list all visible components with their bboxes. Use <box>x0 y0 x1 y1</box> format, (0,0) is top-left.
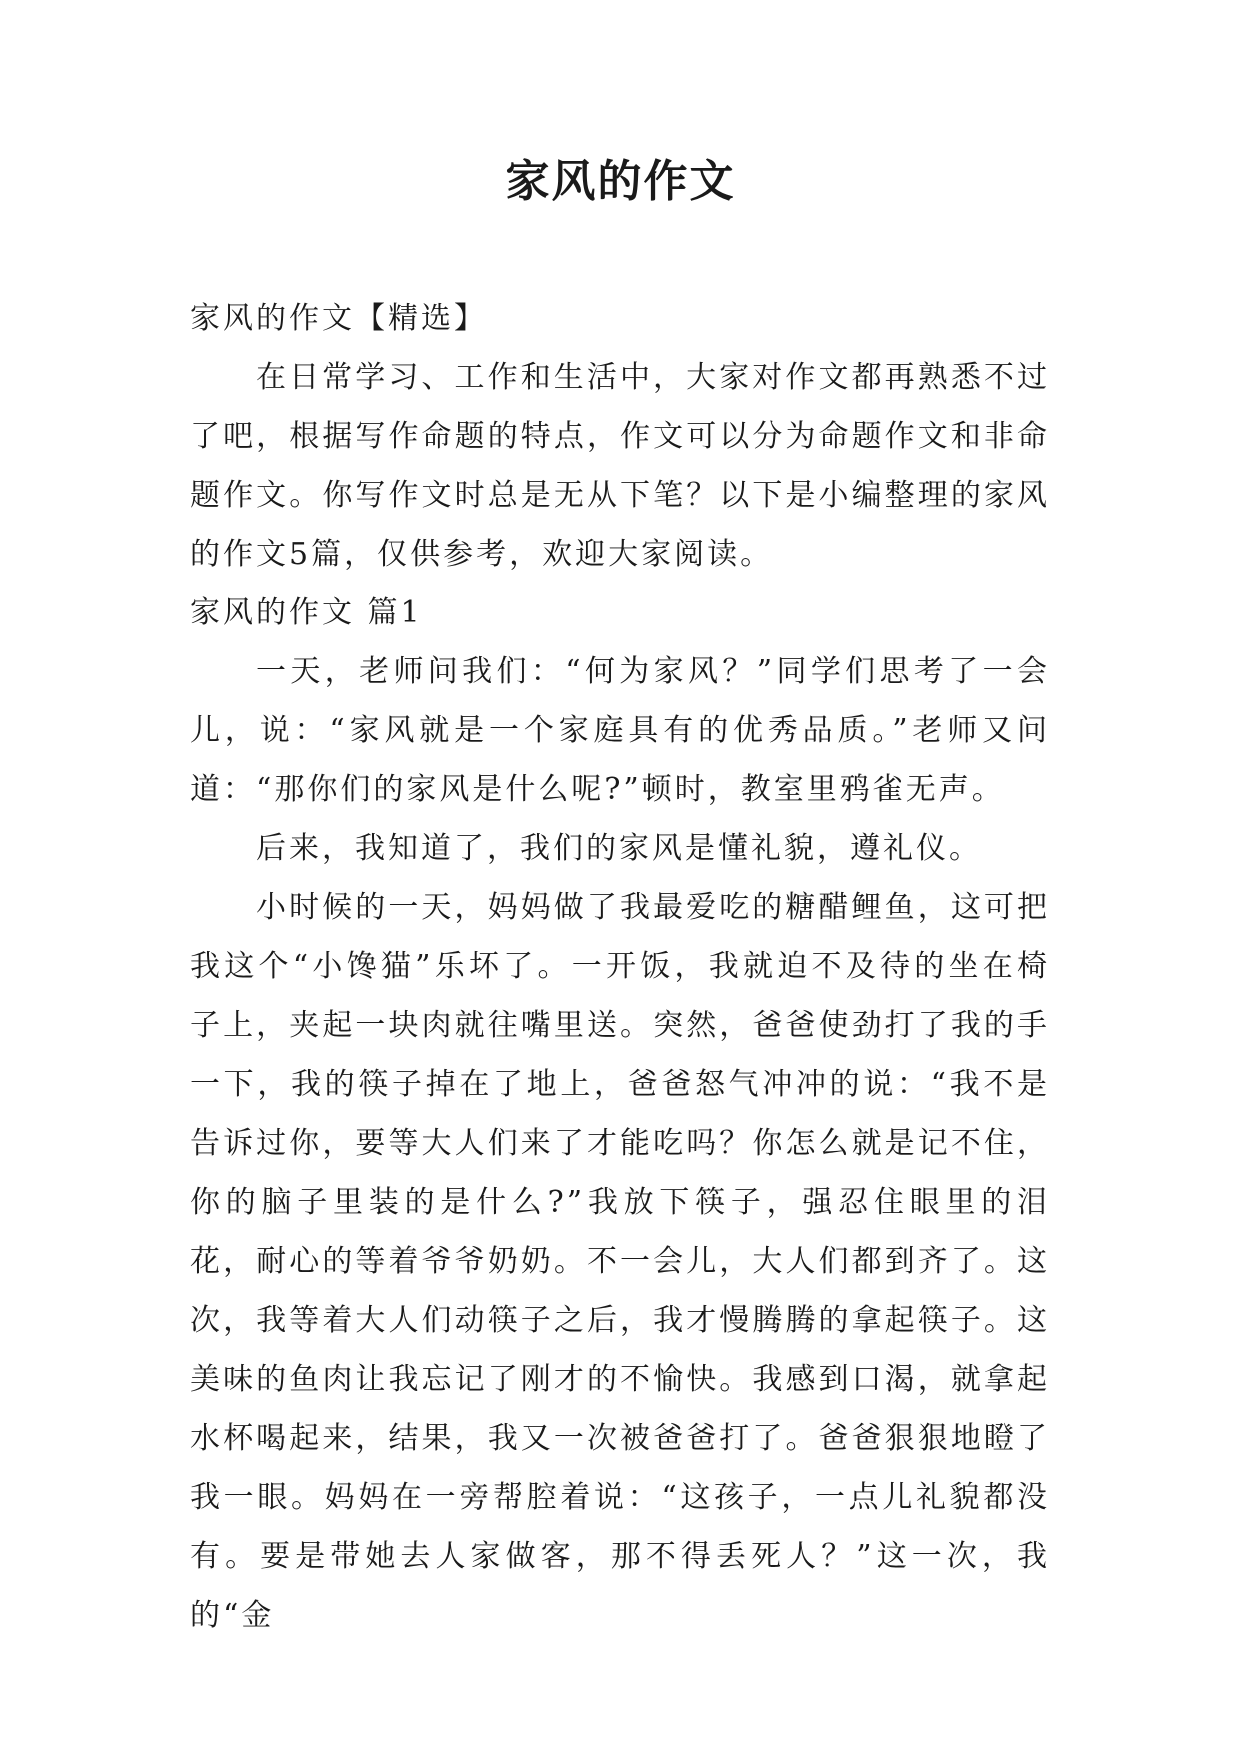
document-body <box>190 290 1050 1645</box>
body-paragraph: 后来，我知道了，我们的家风是懂礼貌，遵礼仪。 <box>256 831 982 866</box>
body-paragraph: 一天，老师问我们：“何为家风？”同学们思考了一会儿，说：“家风就是一个家庭具有的优秀品质。”老师又问道：“那你们的家风是什么呢?”顿时，教室里鸦雀无声。 <box>190 654 1050 807</box>
intro-paragraph: 在日常学习、工作和生活中，大家对作文都再熟悉不过了吧，根据写作命题的特点，作文可以分为命题作文和非命题作文。你写作文时总是无从下笔？以下是小编整理的家风的作文5篇，仅供参考，欢迎大家阅读。 <box>190 360 1050 572</box>
section-heading: 家风的作文 篇1 <box>190 595 423 630</box>
document-subtitle: 家风的作文【精选】 <box>190 301 487 336</box>
body-paragraph: 小时候的一天，妈妈做了我最爱吃的糖醋鲤鱼，这可把我这个“小馋猫”乐坏了。一开饭，我就迫不及待的坐在椅子上，夹起一块肉就往嘴里送。突然，爸爸使劲打了我的手一下，我的筷子掉在了地上，爸爸怒气冲冲的说：“我不是告诉过你，要等大人们来了才能吃吗？你怎么就是记不住，你的脑子里装的是什么?”我放下筷子，强忍住眼里的泪花，耐心的等着爷爷奶奶。不一会儿，大人们都到齐了。这次，我等着大人们动筷子之后，我才慢腾腾的拿起筷子。这美味的鱼肉让我忘记了刚才的不愉快。我感到口渴，就拿起水杯喝起来，结果，我又一次被爸爸打了。爸爸狠狠地瞪了我一眼。妈妈在一旁帮腔着说：“这孩子，一点儿礼貌都没有。要是带她去人家做客，那不得丢死人？”这一次，我的“金 <box>190 890 1050 1633</box>
document-title: 家风的作文 <box>505 156 736 207</box>
